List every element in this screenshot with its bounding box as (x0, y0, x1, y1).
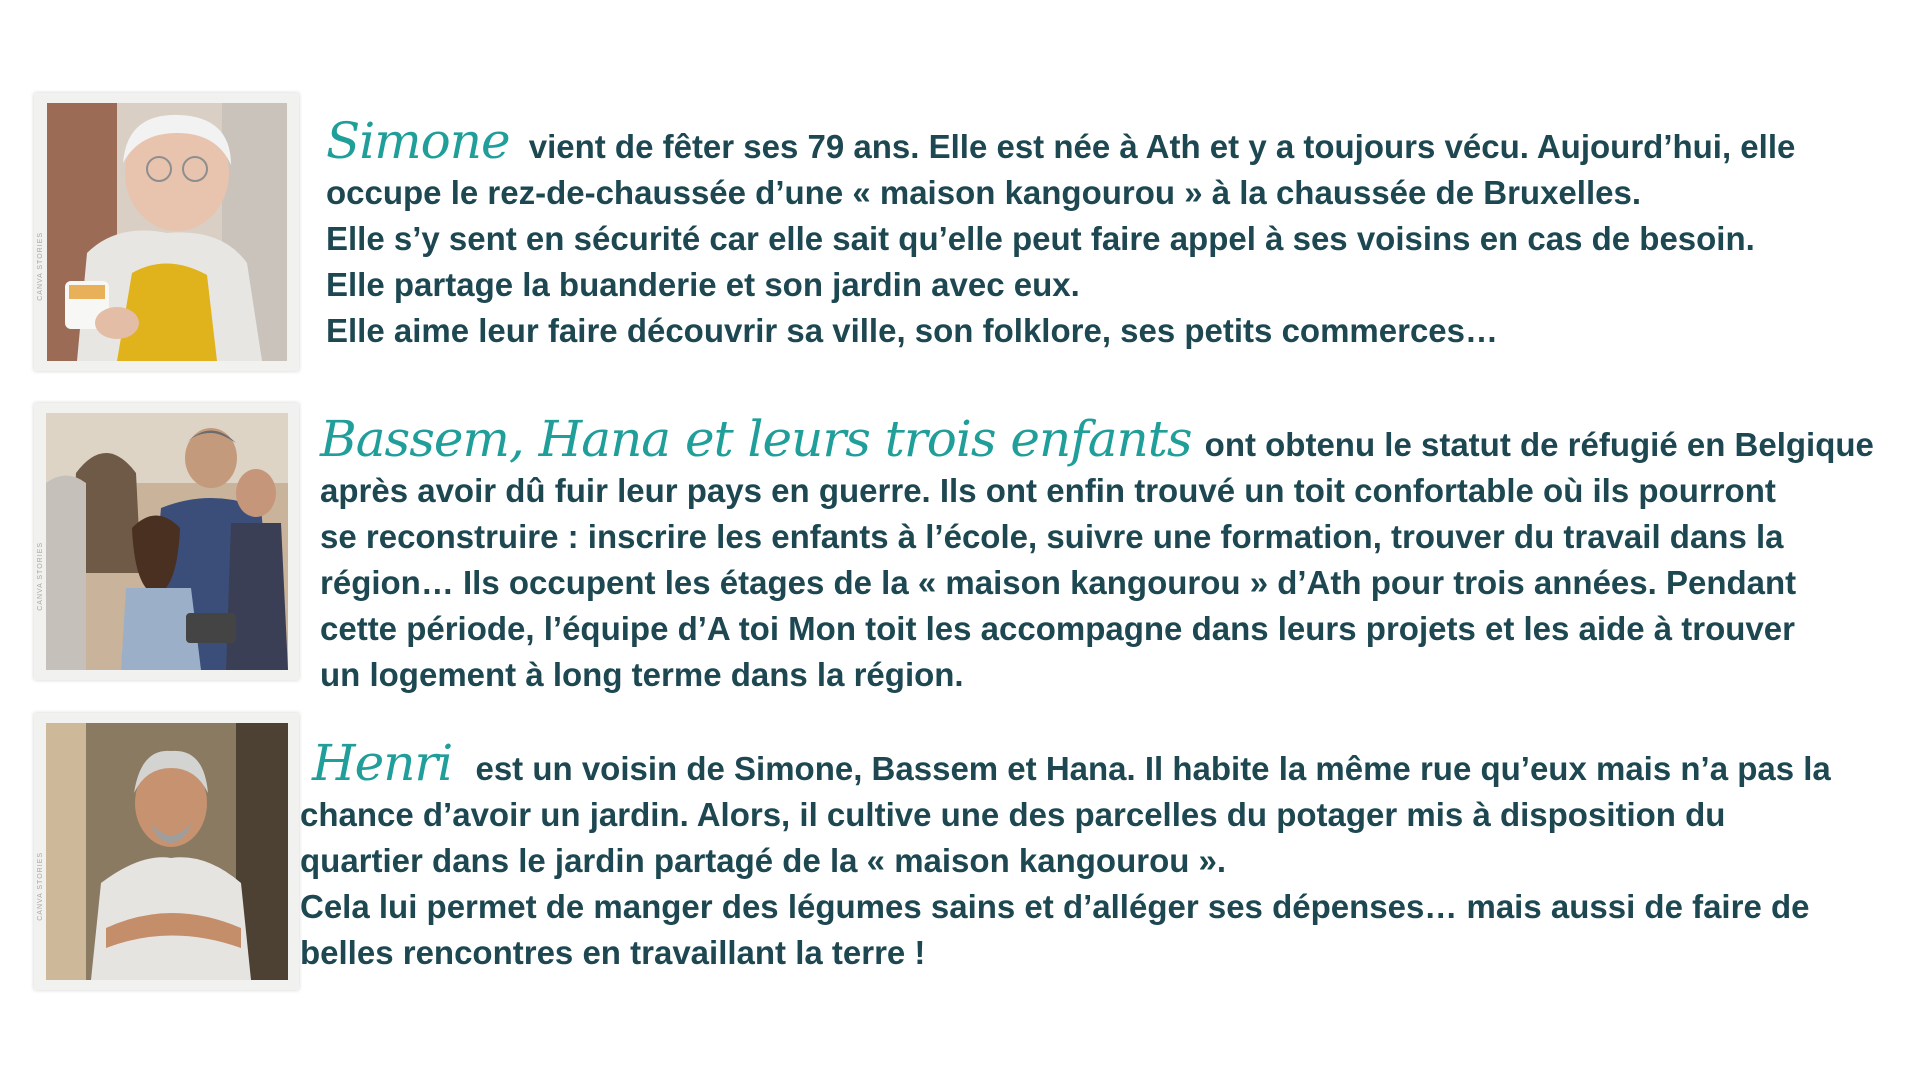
frame-mark: CANVA STORIES (37, 541, 44, 611)
henri-name: Henri (312, 734, 453, 792)
family-name: Bassem, Hana et leurs trois enfants (320, 410, 1192, 468)
simone-photo (47, 103, 287, 361)
photo-frame-henri (34, 713, 299, 990)
simone-line: Elle aime leur faire découvrir sa ville, son folklore, ses petits commerces… (326, 312, 1499, 349)
frame-mark: CANVA STORIES (37, 851, 44, 921)
family-photo (46, 413, 288, 670)
family-first-line (320, 410, 1900, 468)
henri-text-block (300, 734, 1900, 976)
simone-name: Simone (326, 112, 510, 170)
henri-line: belles rencontres en travaillant la terre ! (300, 934, 926, 971)
family-intro: ont obtenu le statut de réfugié en Belgique (1204, 426, 1874, 463)
photo-frame-simone (34, 93, 299, 371)
henri-first-line (300, 734, 1900, 792)
henri-line: Cela lui permet de manger des légumes sains et d’alléger ses dépenses… mais aussi de faire de (300, 888, 1810, 925)
family-line: se reconstruire : inscrire les enfants à l’école, suivre une formation, trouver du travail dans la (320, 518, 1784, 555)
henri-line: quartier dans le jardin partagé de la « maison kangourou ». (300, 842, 1227, 879)
family-line: cette période, l’équipe d’A toi Mon toit les accompagne dans leurs projets et les aide à trouver (320, 610, 1795, 647)
family-text-block (320, 410, 1900, 698)
family-line: un logement à long terme dans la région. (320, 656, 964, 693)
simone-line: Elle partage la buanderie et son jardin avec eux. (326, 266, 1080, 303)
henri-photo (46, 723, 288, 980)
frame-mark: CANVA STORIES (37, 232, 44, 301)
simone-intro: vient de fêter ses 79 ans. Elle est née à Ath et y a toujours vécu. Aujourd’hui, elle (528, 128, 1796, 165)
henri-line: chance d’avoir un jardin. Alors, il cultive une des parcelles du potager mis à disposition du (300, 796, 1726, 833)
family-line: région… Ils occupent les étages de la « maison kangourou » d’Ath pour trois années. Pendant (320, 564, 1797, 601)
henri-intro: est un voisin de Simone, Bassem et Hana. Il habite la même rue qu’eux mais n’a pas la (475, 750, 1831, 787)
family-line: après avoir dû fuir leur pays en guerre. Ils ont enfin trouvé un toit confortable où ils pourront (320, 472, 1776, 509)
simone-line: occupe le rez-de-chaussée d’une « maison kangourou » à la chaussée de Bruxelles. (326, 174, 1641, 211)
simone-line: Elle s’y sent en sécurité car elle sait qu’elle peut faire appel à ses voisins en cas de besoin. (326, 220, 1755, 257)
simone-text-block (326, 112, 1896, 354)
simone-first-line (326, 112, 1896, 170)
photo-frame-family (34, 403, 299, 680)
